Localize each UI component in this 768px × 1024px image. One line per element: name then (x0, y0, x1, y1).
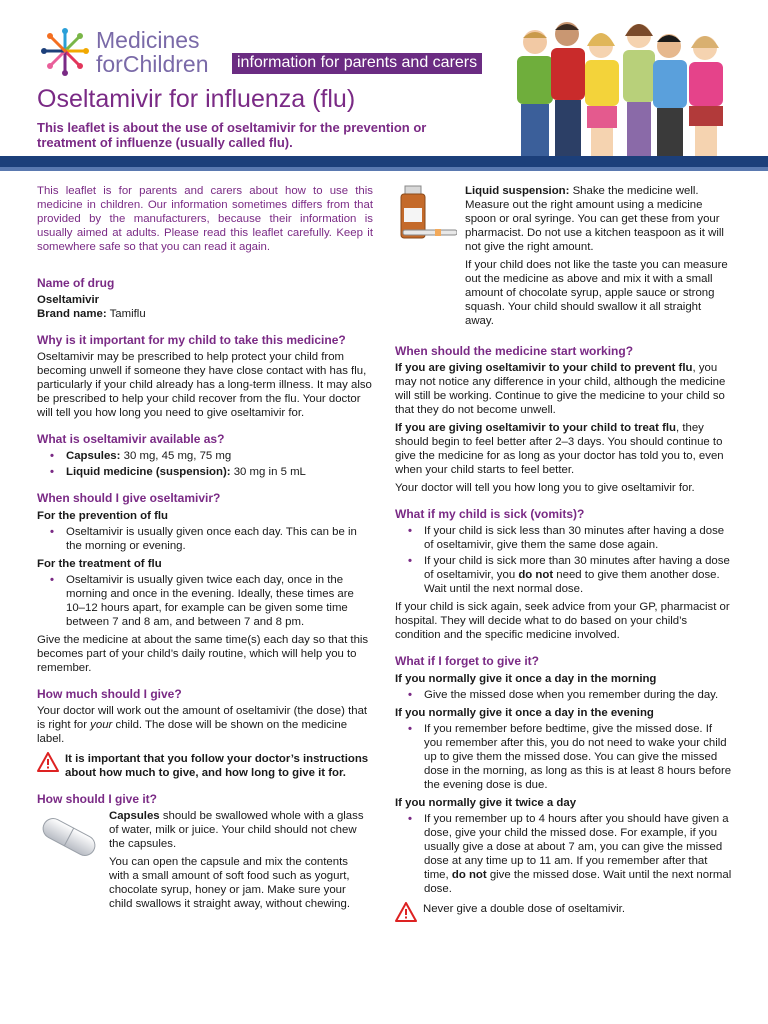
how-much-text (37, 704, 373, 746)
prevent-flu-bold: If you are giving oseltamivir to your child to prevent flu (395, 362, 693, 374)
once-morning-subheading: If you normally give it once a day in the morning (395, 673, 657, 685)
sick-item2-bold: do not (518, 569, 554, 581)
sick-item2-b: need to give them another dose. Wait until the next normal dose. (424, 569, 720, 595)
how-much-text-emphasis: your (90, 719, 113, 731)
treatment-list (37, 573, 373, 629)
capsules-open-text: You can open the capsule and mix the contents with a small amount of soft food such as yogurt, chocolate syrup, honey or jam. Make sure your child swallows it straight away, without chewing. (109, 856, 350, 910)
dose-warning (37, 752, 373, 780)
capsules-instruction: should be swallowed whole with a glass of water, milk or juice. Your child should not chew the capsules. (109, 810, 364, 850)
brand-name-label: Brand name: (37, 308, 107, 320)
why-important-heading: Why is it important for my child to take this medicine? (37, 333, 346, 347)
logo-line-1: Medicines (96, 27, 200, 53)
prevent-flu-text (395, 361, 733, 417)
list-item: • Give the missed dose when you remember during the day. (424, 688, 733, 702)
capsules-strengths: 30 mg, 45 mg, 75 mg (120, 450, 232, 462)
doctor-duration-text: Your doctor will tell you how long you to give oseltamivir for. (395, 482, 695, 494)
twice-day-subheading: If you normally give it twice a day (395, 797, 577, 809)
page-subtitle: This leaflet is about the use of oseltamivir for the prevention or treatment of influenze (usually called flu). (37, 120, 427, 150)
warning-triangle-icon (37, 752, 59, 772)
prevention-subheading: For the prevention of flu (37, 510, 168, 522)
list-item (424, 554, 733, 596)
logo-line-2: forChildren (96, 51, 209, 77)
available-as-list (37, 449, 373, 479)
sick-vomits-heading: What if my child is sick (vomits)? (395, 507, 585, 521)
twice-list (395, 812, 733, 896)
start-working-heading: When should the medicine start working? (395, 344, 634, 358)
liquid-text-block (465, 184, 733, 332)
twice-item-a: If you remember up to 4 hours after you should have given a dose, give your child the missed dose. For example, if you usually give a dose at about 7 am, you can give the missed dose at any time up to 11 am. If you remember after that time, (424, 813, 729, 881)
capsules-text-block (109, 809, 371, 915)
how-give-heading: How should I give it? (37, 792, 157, 806)
double-dose-warning-text: Never give a double dose of oseltamivir. (423, 903, 625, 915)
list-item (66, 449, 373, 463)
warning-triangle-icon (395, 902, 417, 922)
treat-flu-text (395, 421, 733, 477)
morning-list (395, 688, 733, 702)
once-evening-subheading: If you normally give it once a day in the evening (395, 707, 654, 719)
prevention-list (37, 525, 373, 553)
children-group-photo (505, 20, 733, 172)
sick-list (395, 524, 733, 596)
capsule-icon (37, 811, 101, 863)
same-time-text: Give the medicine at about the same time(s) each day so that this becomes part of your child’s daily routine, which will help you to remember. (37, 634, 369, 674)
why-important-text: Oseltamivir may be prescribed to help protect your child from becoming unwell if someone they have close contact with has flu, particularly if your child already has a long-term illness. It may also be prescribed to help your child recover from the flu. Your doctor will tell you how long you need to give oseltamivir for. (37, 351, 372, 419)
tagline-banner: information for parents and carers (232, 53, 482, 74)
medicines-for-children-logo-icon (38, 27, 92, 77)
capsules-bold-label: Capsules (109, 810, 160, 822)
medicine-bottle-syringe-icon (395, 184, 457, 248)
liquid-instruction: Shake the medicine well. Measure out the right amount using a medicine spoon or oral syringe. You can get these from your pharmacist. Do not use a kitchen teaspoon as it will not give the right amount. (465, 185, 724, 253)
treat-flu-bold: If you are giving oseltamivir to your child to treat flu (395, 422, 677, 434)
double-dose-warning (395, 902, 733, 922)
list-item: • If you remember before bedtime, give the missed dose. If you remember after this, you do not need to wake your child up to give them the missed dose. You can give the missed dose in the morning, as long as this is at least 8 hours before the evening dose is due. (424, 722, 733, 792)
capsules-label: Capsules: (66, 450, 121, 462)
list-item: • Oseltamivir is usually given twice each day, once in the morning and once in the evening. Ideally, these times are 10–12 hours apart, for example can be given some time between 7 and 8 am, and between 7 and 8 pm. (66, 573, 373, 629)
list-item: • Oseltamivir is usually given once each day. This can be in the morning or evening. (66, 525, 373, 553)
list-item (424, 812, 733, 896)
page-title: Oseltamivir for influenza (flu) (37, 85, 356, 113)
liquid-bold-label: Liquid suspension: (465, 185, 570, 197)
available-as-heading: What is oseltamivir available as? (37, 432, 225, 446)
brand-name-line (37, 307, 373, 321)
liquid-text (465, 184, 733, 254)
twice-item-bold: do not (451, 869, 487, 881)
how-much-heading: How much should I give? (37, 687, 182, 701)
header-divider-stripe (0, 167, 768, 171)
dose-warning-text: It is important that you follow your doctor’s instructions about how much to give, and how long to give it for. (65, 753, 369, 779)
how-much-text-a: Your doctor will work out the amount of oseltamivir (the dose) that is right for (37, 705, 368, 731)
twice-item-b: give the missed dose. Wait until the next normal dose. (424, 869, 732, 895)
sick-item2-a: If your child is sick more than 30 minutes after having a dose of oseltamivir, you (424, 555, 730, 581)
name-of-drug-heading: Name of drug (37, 276, 115, 290)
evening-list (395, 722, 733, 792)
logo-wordmark (96, 28, 209, 76)
drug-name: Oseltamivir (37, 294, 100, 306)
left-column (37, 184, 373, 915)
capsules-text (109, 809, 371, 851)
liquid-strength: 30 mg in 5 mL (230, 466, 306, 478)
liquid-section (395, 184, 733, 332)
prevent-flu-detail: , you may not notice any difference in your child, although the medicine will still be working. Continue to give the medicine to your child so that they do not become unwell. (395, 362, 726, 416)
treat-flu-detail: , they should begin to feel better after 2–3 days. You should continue to give the medicine for as long as your doctor has told you to, even when your child starts to feel better. (395, 422, 724, 476)
liquid-label: Liquid medicine (suspension): (66, 466, 231, 478)
list-item (66, 465, 373, 479)
brand-name-value: Tamiflu (106, 308, 146, 320)
list-item: • If your child is sick less than 30 minutes after having a dose of oseltamivir, give them the same dose again. (424, 524, 733, 552)
taste-text: If your child does not like the taste you can measure out the medicine as above and mix it with a small amount of chocolate syrup, apple sauce or strong squash. Your child should swallow it all straight away. (465, 259, 728, 327)
forget-heading: What if I forget to give it? (395, 654, 539, 668)
right-column (395, 184, 733, 928)
sick-again-text: If your child is sick again, seek advice from your GP, pharmacist or hospital. They will decide what to do based on your child’s condition and the specific medicine involved. (395, 601, 730, 641)
capsules-section (37, 809, 373, 915)
intro-paragraph: This leaflet is for parents and carers about how to use this medicine in children. Our information sometimes differs from that provided by the manufacturers, because their information is usually aimed at adults. Please read this leaflet carefully. Keep it somewhere safe so that you can read it again. (37, 185, 373, 253)
treatment-subheading: For the treatment of flu (37, 558, 162, 570)
when-give-heading: When should I give oseltamivir? (37, 491, 221, 505)
how-much-text-b: child. The dose will be shown on the medicine label. (37, 719, 348, 745)
